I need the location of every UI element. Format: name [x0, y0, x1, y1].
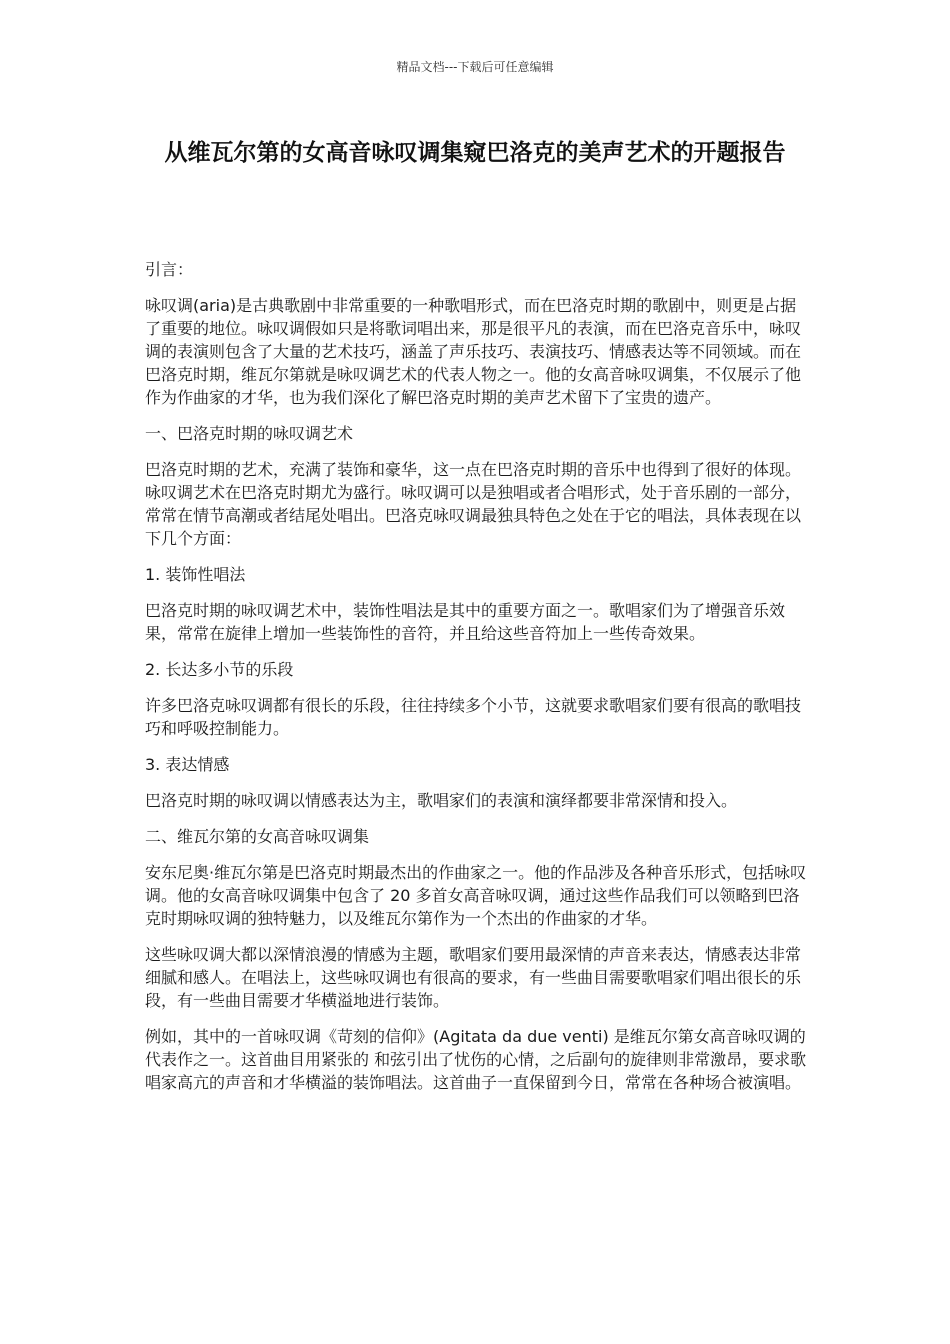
subsection-3-heading: 3. 表达情感 — [145, 755, 230, 774]
subsection-2-paragraph: 许多巴洛克咏叹调都有很长的乐段，往往持续多个小节，这就要求歌唱家们要有很高的歌唱技巧和呼吸控制能力。 — [145, 696, 802, 738]
subsection-1-heading: 1. 装饰性唱法 — [145, 565, 246, 584]
subsection-3-paragraph: 巴洛克时期的咏叹调以情感表达为主，歌唱家们的表演和演绎都要非常深情和投入。 — [145, 791, 738, 810]
document-title: 从维瓦尔第的女高音咏叹调集窥巴洛克的美声艺术的开题报告 — [164, 140, 786, 166]
page-header: 精品文档---下载后可任意编辑 — [396, 60, 554, 74]
section-1-paragraph: 巴洛克时期的艺术，充满了装饰和豪华，这一点在巴洛克时期的音乐中也得到了很好的体现。咏叹调艺术在巴洛克时期尤为盛行。咏叹调可以是独唱或者合唱形式，处于音乐剧的一部分，常常在情节高潮或者结尾处唱出。巴洛克咏叹调最独具特色之处在于它的唱法，具体表现在以下几个方面： — [145, 460, 802, 548]
subsection-1-paragraph: 巴洛克时期的咏叹调艺术中，装饰性唱法是其中的重要方面之一。歌唱家们为了增强音乐效果，常常在旋律上增加一些装饰性的音符，并且给这些音符加上一些传奇效果。 — [145, 601, 786, 643]
section-2-heading: 二、维瓦尔第的女高音咏叹调集 — [145, 827, 370, 846]
document-body — [145, 258, 809, 1107]
subsection-2-heading: 2. 长达多小节的乐段 — [145, 660, 294, 679]
intro-paragraph: 咏叹调(aria)是古典歌剧中非常重要的一种歌唱形式，而在巴洛克时期的歌剧中，则更是占据了重要的地位。咏叹调假如只是将歌词唱出来，那是很平凡的表演，而在巴洛克音乐中，咏叹调的表演则包含了大量的艺术技巧，涵盖了声乐技巧、表演技巧、情感表达等不同领域。而在巴洛克时期，维瓦尔第就是咏叹调艺术的代表人物之一。他的女高音咏叹调集，不仅展示了他作为作曲家的才华，也为我们深化了解巴洛克时期的美声艺术留下了宝贵的遗产。 — [145, 296, 802, 407]
section-2-paragraph-2: 这些咏叹调大都以深情浪漫的情感为主题，歌唱家们要用最深情的声音来表达，情感表达非常细腻和感人。在唱法上，这些咏叹调也有很高的要求，有一些曲目需要歌唱家们唱出很长的乐段，有一些曲目需要才华横溢地进行装饰。 — [145, 945, 802, 1010]
section-1-heading: 一、巴洛克时期的咏叹调艺术 — [145, 424, 354, 443]
section-2-paragraph-3: 例如，其中的一首咏叹调《苛刻的信仰》(Agitata da due venti) 是维瓦尔第女高音咏叹调的代表作之一。这首曲目用紧张的 和弦引出了忧伤的心情，之后副句的旋律则非常激昂，要求歌唱家高亢的声音和才华横溢的装饰唱法。这首曲子一直保留到今日，常常在各种场合被演唱。 — [145, 1027, 807, 1092]
intro-heading: 引言： — [145, 260, 194, 279]
section-2-paragraph-1: 安东尼奥·维瓦尔第是巴洛克时期最杰出的作曲家之一。他的作品涉及各种音乐形式，包括咏叹调。他的女高音咏叹调集中包含了 20 多首女高音咏叹调，通过这些作品我们可以领略到巴洛克时期咏叹调的独特魅力，以及维瓦尔第作为一个杰出的作曲家的才华。 — [145, 863, 807, 928]
